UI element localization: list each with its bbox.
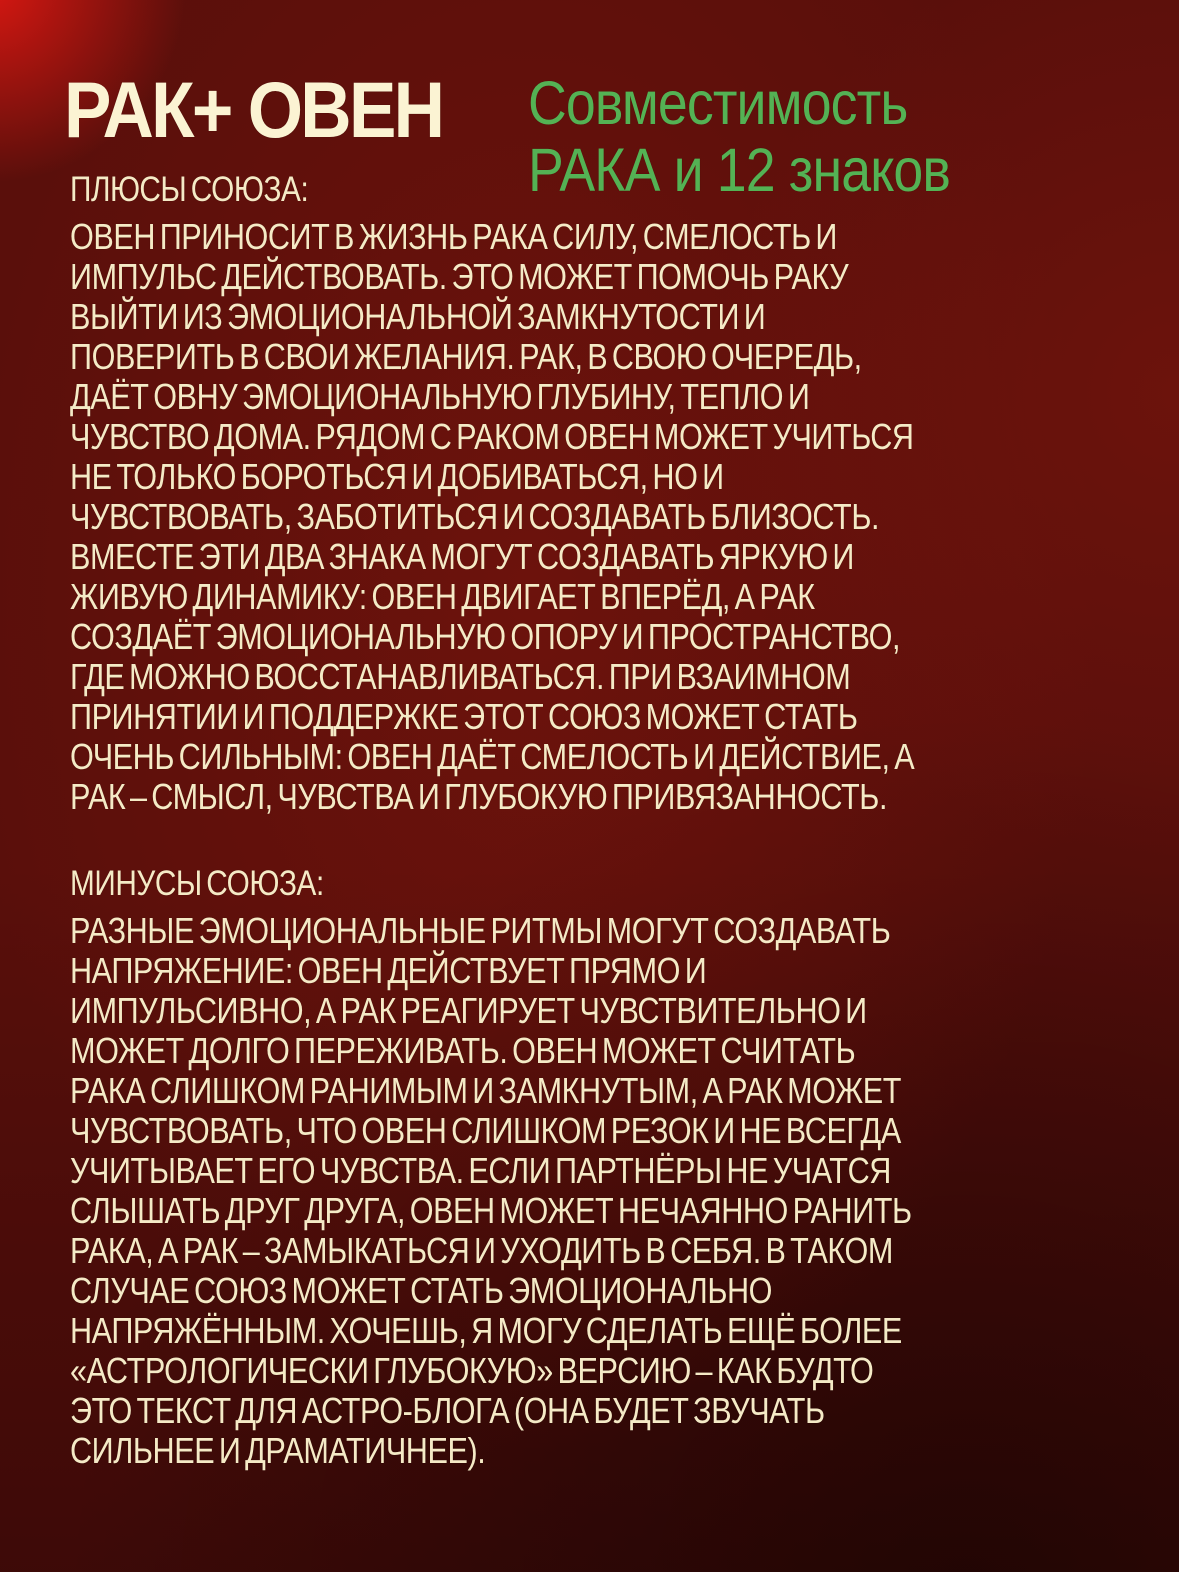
minuses-text-line: ЧУВСТВОВАТЬ, ЧТО ОВЕН СЛИШКОМ РЕЗОК И НЕ ВСЕГДА [70, 1110, 901, 1151]
minuses-text-line: МОЖЕТ ДОЛГО ПЕРЕЖИВАТЬ. ОВЕН МОЖЕТ СЧИТАТЬ [70, 1030, 856, 1071]
pluses-text-line: ИМПУЛЬС ДЕЙСТВОВАТЬ. ЭТО МОЖЕТ ПОМОЧЬ РАКУ [70, 256, 849, 297]
section-pluses [70, 170, 1063, 817]
pluses-text-line: ДАЁТ ОВНУ ЭМОЦИОНАЛЬНУЮ ГЛУБИНУ, ТЕПЛО И [70, 376, 810, 417]
minuses-text-line: СЛЫШАТЬ ДРУГ ДРУГА, ОВЕН МОЖЕТ НЕЧАЯННО РАНИТЬ [70, 1190, 912, 1231]
pluses-text-line: НЕ ТОЛЬКО БОРОТЬСЯ И ДОБИВАТЬСЯ, НО И [70, 456, 724, 497]
minuses-text-line: ЭТО ТЕКСТ ДЛЯ АСТРО-БЛОГА (ОНА БУДЕТ ЗВУЧАТЬ [70, 1390, 825, 1431]
pluses-text-line: ОВЕН ПРИНОСИТ В ЖИЗНЬ РАКА СИЛУ, СМЕЛОСТЬ И [70, 216, 838, 257]
minuses-text-line: РАКА СЛИШКОМ РАНИМЫМ И ЗАМКНУТЫМ, А РАК МОЖЕТ [70, 1070, 902, 1111]
minuses-text-line: СИЛЬНЕЕ И ДРАМАТИЧНЕЕ). [70, 1430, 486, 1471]
pluses-text-line: РАК – СМЫСЛ, ЧУВСТВА И ГЛУБОКУЮ ПРИВЯЗАННОСТЬ. [70, 776, 888, 817]
pluses-text-line: ПОВЕРИТЬ В СВОИ ЖЕЛАНИЯ. РАК, В СВОЮ ОЧЕРЕДЬ, [70, 336, 862, 377]
section-pluses-heading: ПЛЮСЫ СОЮЗА: [70, 170, 309, 209]
pluses-text-line: ПРИНЯТИИ И ПОДДЕРЖКЕ ЭТОТ СОЮЗ МОЖЕТ СТАТЬ [70, 696, 858, 737]
subtitle-line-2: РАКА и 12 знаков [528, 136, 951, 204]
minuses-text-line: «АСТРОЛОГИЧЕСКИ ГЛУБОКУЮ» ВЕРСИЮ – КАК БУДТО [70, 1350, 874, 1391]
pluses-text-line: ЧУВСТВО ДОМА. РЯДОМ С РАКОМ ОВЕН МОЖЕТ УЧИТЬСЯ [70, 416, 914, 457]
section-minuses [70, 864, 1060, 1471]
pluses-text-line: ВМЕСТЕ ЭТИ ДВА ЗНАКА МОГУТ СОЗДАВАТЬ ЯРКУЮ И [70, 536, 854, 577]
minuses-text-line: НАПРЯЖЕНИЕ: ОВЕН ДЕЙСТВУЕТ ПРЯМО И [70, 950, 707, 991]
pluses-text-line: ЧУВСТВОВАТЬ, ЗАБОТИТЬСЯ И СОЗДАВАТЬ БЛИЗОСТЬ. [70, 496, 880, 537]
page-title: РАК+ ОВЕН [64, 65, 443, 154]
minuses-text-line: ИМПУЛЬСИВНО, А РАК РЕАГИРУЕТ ЧУВСТВИТЕЛЬНО И [70, 990, 867, 1031]
section-minuses-heading: МИНУСЫ СОЮЗА: [70, 864, 324, 903]
minuses-text-line: РАЗНЫЕ ЭМОЦИОНАЛЬНЫЕ РИТМЫ МОГУТ СОЗДАВАТЬ [70, 910, 891, 951]
minuses-text-line: УЧИТЫВАЕТ ЕГО ЧУВСТВА. ЕСЛИ ПАРТНЁРЫ НЕ УЧАТСЯ [70, 1150, 891, 1191]
pluses-text-line: СОЗДАЁТ ЭМОЦИОНАЛЬНУЮ ОПОРУ И ПРОСТРАНСТВО, [70, 616, 901, 657]
subtitle-line-1: Совместимость [528, 69, 908, 137]
minuses-text-line: СЛУЧАЕ СОЮЗ МОЖЕТ СТАТЬ ЭМОЦИОНАЛЬНО [70, 1270, 773, 1311]
pluses-text-line: ОЧЕНЬ СИЛЬНЫМ: ОВЕН ДАЁТ СМЕЛОСТЬ И ДЕЙСТВИЕ, А [70, 736, 915, 777]
minuses-text-line: РАКА, А РАК – ЗАМЫКАТЬСЯ И УХОДИТЬ В СЕБЯ. В ТАКОМ [70, 1230, 893, 1271]
pluses-text-line: ВЫЙТИ ИЗ ЭМОЦИОНАЛЬНОЙ ЗАМКНУТОСТИ И [70, 296, 766, 337]
pluses-text-line: ГДЕ МОЖНО ВОССТАНАВЛИВАТЬСЯ. ПРИ ВЗАИМНОМ [70, 656, 851, 697]
minuses-text-line: НАПРЯЖЁННЫМ. ХОЧЕШЬ, Я МОГУ СДЕЛАТЬ ЕЩЁ БОЛЕЕ [70, 1310, 902, 1351]
pluses-text-line: ЖИВУЮ ДИНАМИКУ: ОВЕН ДВИГАЕТ ВПЕРЁД, А РАК [70, 576, 815, 617]
